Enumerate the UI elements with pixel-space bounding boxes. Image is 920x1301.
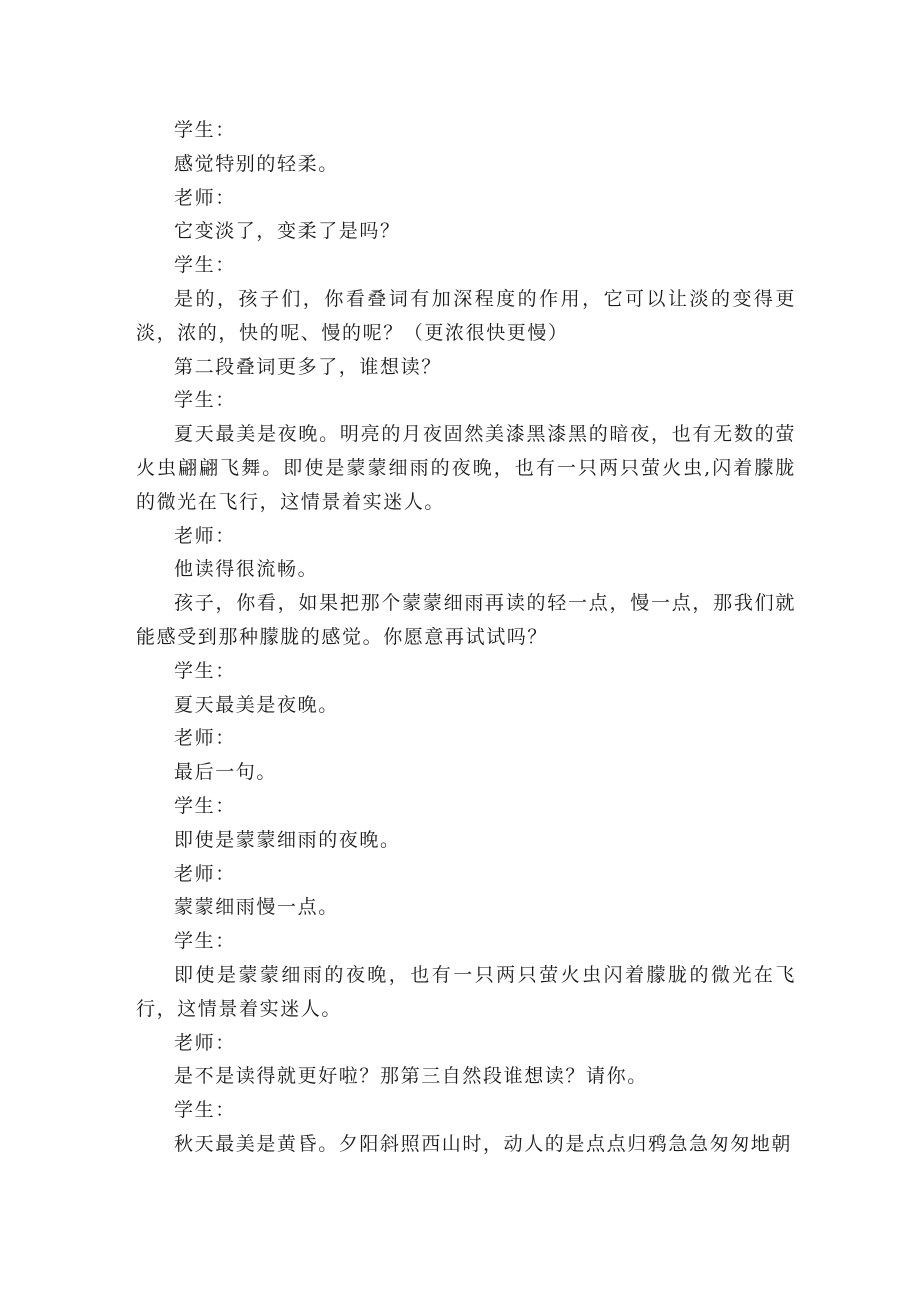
- paragraph: 老师：: [174, 186, 236, 209]
- paragraph: 学生：: [174, 254, 236, 277]
- paragraph: 是的，孩子们，你看叠词有加深程度的作用，它可以让淡的变得更淡，浓的，快的呢、慢的呢？（更浓很快更慢）: [136, 287, 796, 344]
- paragraph: 夏天最美是夜晚。明亮的月夜固然美漆黑漆黑的暗夜，也有无数的萤火虫翩翩飞舞。即使是蒙蒙细雨的夜晚，也有一只两只萤火虫,闪着朦胧的微光在飞行，这情景着实迷人。: [136, 423, 796, 513]
- paragraph: 即使是蒙蒙细雨的夜晚。: [174, 828, 401, 851]
- paragraph: 老师：: [174, 524, 236, 547]
- paragraph: 学生：: [174, 930, 236, 953]
- paragraph: 学生：: [174, 1099, 236, 1122]
- paragraph: 它变淡了，变柔了是吗？: [174, 220, 401, 243]
- paragraph: 学生：: [174, 389, 236, 412]
- paragraph: 第二段叠词更多了，谁想读？: [174, 355, 442, 378]
- paragraph: 即使是蒙蒙细雨的夜晚，也有一只两只萤火虫闪着朦胧的微光在飞行，这情景着实迷人。: [136, 963, 796, 1020]
- paragraph: 老师：: [174, 1031, 236, 1054]
- paragraph: 学生：: [174, 119, 236, 141]
- paragraph: 老师：: [174, 862, 236, 885]
- paragraph: 他读得很流畅。: [174, 558, 319, 581]
- paragraph: 老师：: [174, 727, 236, 750]
- paragraph: 孩子，你看，如果把那个蒙蒙细雨再读的轻一点，慢一点，那我们就能感受到那种朦胧的感觉。你愿意再试试吗？: [136, 592, 796, 648]
- document-body: [136, 114, 796, 1162]
- paragraph: 学生：: [174, 794, 236, 817]
- paragraph: 夏天最美是夜晚。: [174, 693, 339, 716]
- paragraph: 学生：: [174, 659, 236, 682]
- paragraph: 最后一句。: [174, 761, 278, 784]
- paragraph: 秋天最美是黄昏。夕阳斜照西山时，动人的是点点归鸦急急匆匆地朝: [174, 1132, 793, 1155]
- paragraph: 感觉特别的轻柔。: [174, 152, 339, 175]
- paragraph: 蒙蒙细雨慢一点。: [174, 896, 339, 919]
- paragraph: 是不是读得就更好啦？那第三自然段谁想读？请你。: [174, 1065, 648, 1088]
